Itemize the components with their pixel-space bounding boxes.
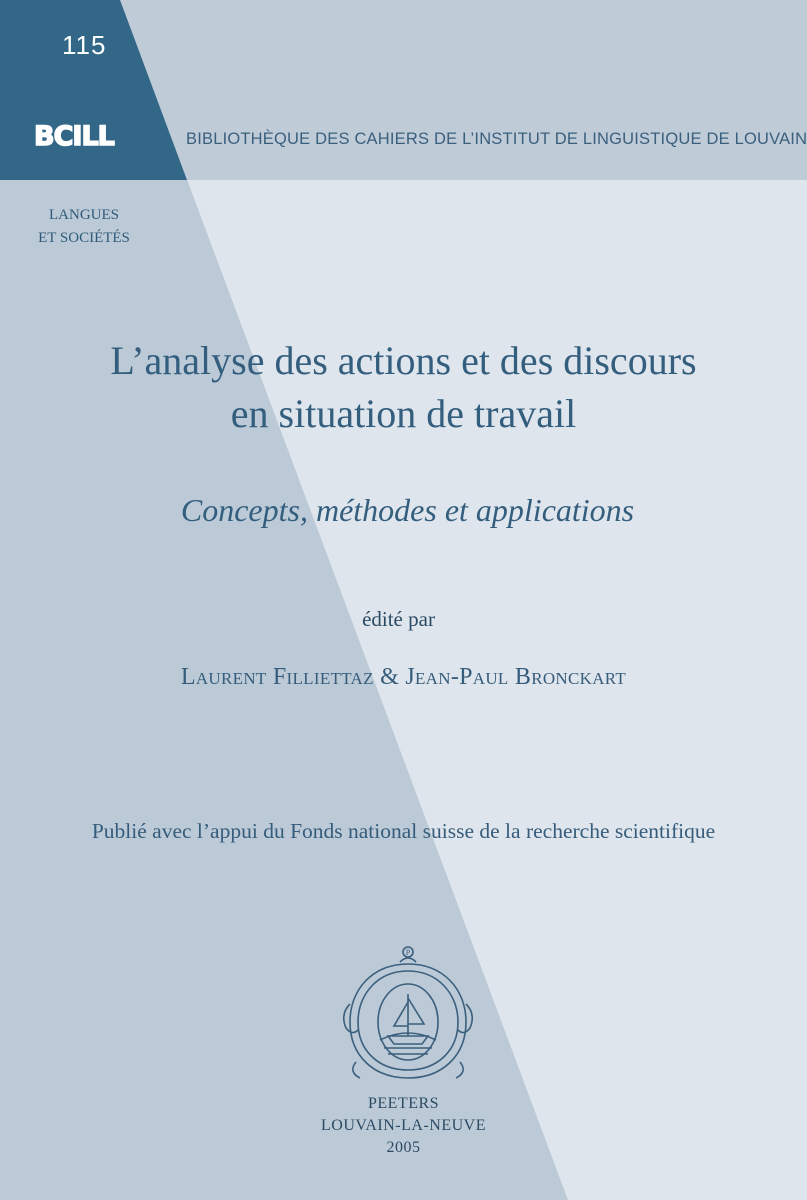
bcill-logo: BCILL xyxy=(34,121,114,152)
collection-label xyxy=(24,204,144,250)
publisher-emblem-icon xyxy=(338,944,478,1089)
publisher-block xyxy=(0,1093,807,1159)
publisher-city: LOUVAIN-LA-NEUVE xyxy=(320,1117,486,1134)
book-subtitle: Concepts, méthodes et applications xyxy=(180,492,635,528)
book-title-line-2: en situation de travail xyxy=(230,391,577,436)
book-title-line-1: L’analyse des actions et des discours xyxy=(110,338,697,383)
collection-line-1: LANGUES xyxy=(49,207,119,223)
svg-text:P: P xyxy=(405,948,411,957)
publisher-name: PEETERS xyxy=(367,1095,440,1112)
publication-year: 2005 xyxy=(386,1139,421,1156)
edited-by-label: édité par xyxy=(362,607,435,631)
collection-line-2: ET SOCIÉTÉS xyxy=(38,230,130,246)
funding-note: Publié avec l’appui du Fonds national suisse de la recherche scientifique xyxy=(91,819,716,843)
series-number: 115 xyxy=(62,30,107,60)
editors-names: Laurent Filliettaz & Jean-Paul Bronckart xyxy=(180,664,627,690)
book-title xyxy=(0,334,807,440)
series-title: BIBLIOTHÈQUE DES CAHIERS DE L’INSTITUT DE LINGUISTIQUE DE LOUVAIN xyxy=(186,130,807,148)
